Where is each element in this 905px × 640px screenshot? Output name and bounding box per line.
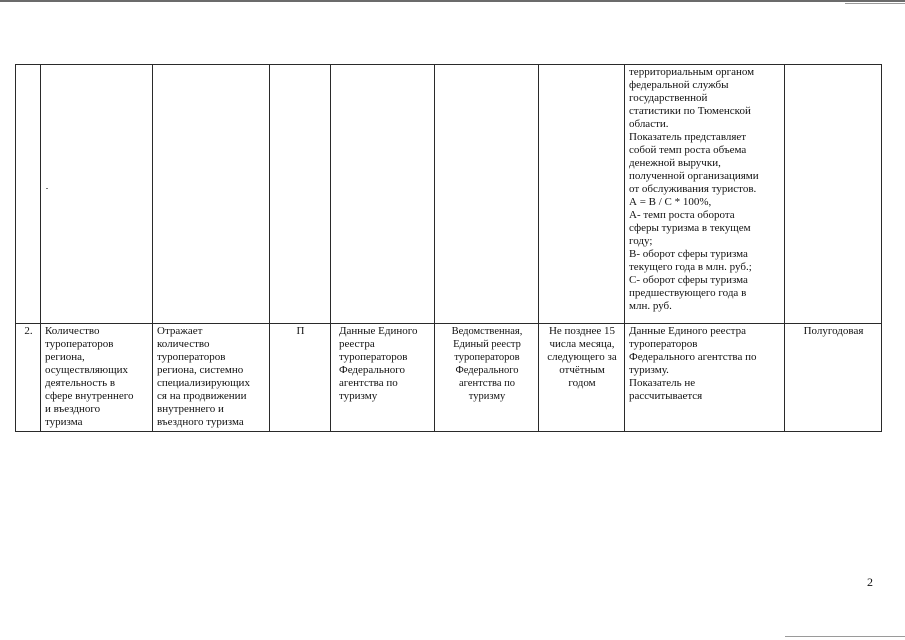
provider-line: Ведомственная,	[451, 326, 523, 337]
provider-line: Единый реестр	[453, 339, 521, 350]
method-line: году;	[629, 235, 653, 247]
cell-deadline	[539, 324, 625, 432]
method-line: туризму.	[629, 364, 669, 376]
name-line: туризма	[45, 416, 83, 428]
source-line: туризму	[339, 390, 378, 402]
table-row	[16, 324, 882, 432]
cell-number: 2.	[16, 324, 41, 432]
method-line: федеральной службы	[629, 79, 729, 91]
method-line: млн. руб.	[629, 300, 672, 312]
provider-line: туроператоров	[454, 352, 520, 363]
name-line: и въездного	[45, 403, 101, 415]
name-line: Количество	[45, 325, 100, 337]
scan-speck	[46, 188, 48, 189]
name-line: деятельность в	[45, 377, 116, 389]
method-line: статистики по Тюменской	[629, 105, 751, 117]
method-line: сферы туризма в текущем	[629, 222, 751, 234]
method-line: предшествующего года в	[629, 287, 747, 299]
source-line: агентства по	[339, 377, 398, 389]
deadline-line: годом	[568, 377, 596, 389]
method-line: денежной выручки,	[629, 157, 721, 169]
method-line: Данные Единого реестра	[629, 325, 747, 337]
description-line: туроператоров	[157, 351, 226, 363]
method-line: В- оборот сферы туризма	[629, 248, 748, 260]
cell-name	[41, 65, 153, 324]
top-right-mark	[845, 3, 905, 4]
source-line: реестра	[339, 338, 375, 350]
cell-periodicity: Полугодовая	[785, 324, 882, 432]
cell-unit: П	[270, 324, 331, 432]
method-line: С- оборот сферы туризма	[629, 274, 748, 286]
deadline-line: отчётным	[559, 364, 605, 376]
method-line: Показатель представляет	[629, 131, 747, 143]
cell-unit	[270, 65, 331, 324]
method-line: А- темп роста оборота	[629, 209, 735, 221]
provider-line: агентства по	[458, 378, 516, 389]
method-line: области.	[629, 118, 669, 130]
description-line: внутреннего и	[157, 403, 224, 415]
name-line: сфере внутреннего	[45, 390, 134, 402]
provider-line: Федерального	[455, 365, 519, 376]
cell-number	[16, 65, 41, 324]
cell-deadline	[539, 65, 625, 324]
method-line: государственной	[629, 92, 708, 104]
name-line: осуществляющих	[45, 364, 128, 376]
method-line: Показатель не	[629, 377, 696, 389]
cell-source	[331, 324, 435, 432]
page-number: 2	[867, 575, 873, 589]
formula-line: А = В / С * 100%,	[629, 196, 712, 208]
source-line: Данные Единого	[339, 325, 418, 337]
description-line: въездного туризма	[157, 416, 244, 428]
bottom-right-mark	[785, 636, 905, 637]
cell-provider	[435, 65, 539, 324]
description-line: специализирующих	[157, 377, 250, 389]
source-line: Федерального	[339, 364, 406, 376]
cell-source	[331, 65, 435, 324]
table-row	[16, 65, 882, 324]
deadline-line: Не позднее 15	[548, 325, 616, 337]
provider-line: туризму	[468, 391, 506, 402]
indicator-table	[15, 64, 882, 432]
method-line: Федерального агентства по	[629, 351, 757, 363]
cell-method	[625, 65, 785, 324]
method-line: от обслуживания туристов.	[629, 183, 757, 195]
description-line: ся на продвижении	[157, 390, 247, 402]
method-line: собой темп роста объема	[629, 144, 747, 156]
name-line: региона,	[45, 351, 85, 363]
method-line: текущего года в млн. руб.;	[629, 261, 752, 273]
description-line: региона, системно	[157, 364, 244, 376]
method-line: туроператоров	[629, 338, 698, 350]
cell-provider	[435, 324, 539, 432]
deadline-line: числа месяца,	[549, 338, 615, 350]
description-line: количество	[157, 338, 210, 350]
cell-periodicity	[785, 65, 882, 324]
method-line: рассчитывается	[629, 390, 703, 402]
cell-name	[41, 324, 153, 432]
cell-description	[153, 65, 270, 324]
deadline-line: следующего за	[547, 351, 617, 363]
source-line: туроператоров	[339, 351, 408, 363]
method-line: полученной организациями	[629, 170, 759, 182]
name-line: туроператоров	[45, 338, 114, 350]
cell-method	[625, 324, 785, 432]
cell-description	[153, 324, 270, 432]
method-line: территориальным органом	[629, 66, 755, 78]
description-line: Отражает	[157, 325, 203, 337]
top-border-line	[0, 0, 905, 2]
